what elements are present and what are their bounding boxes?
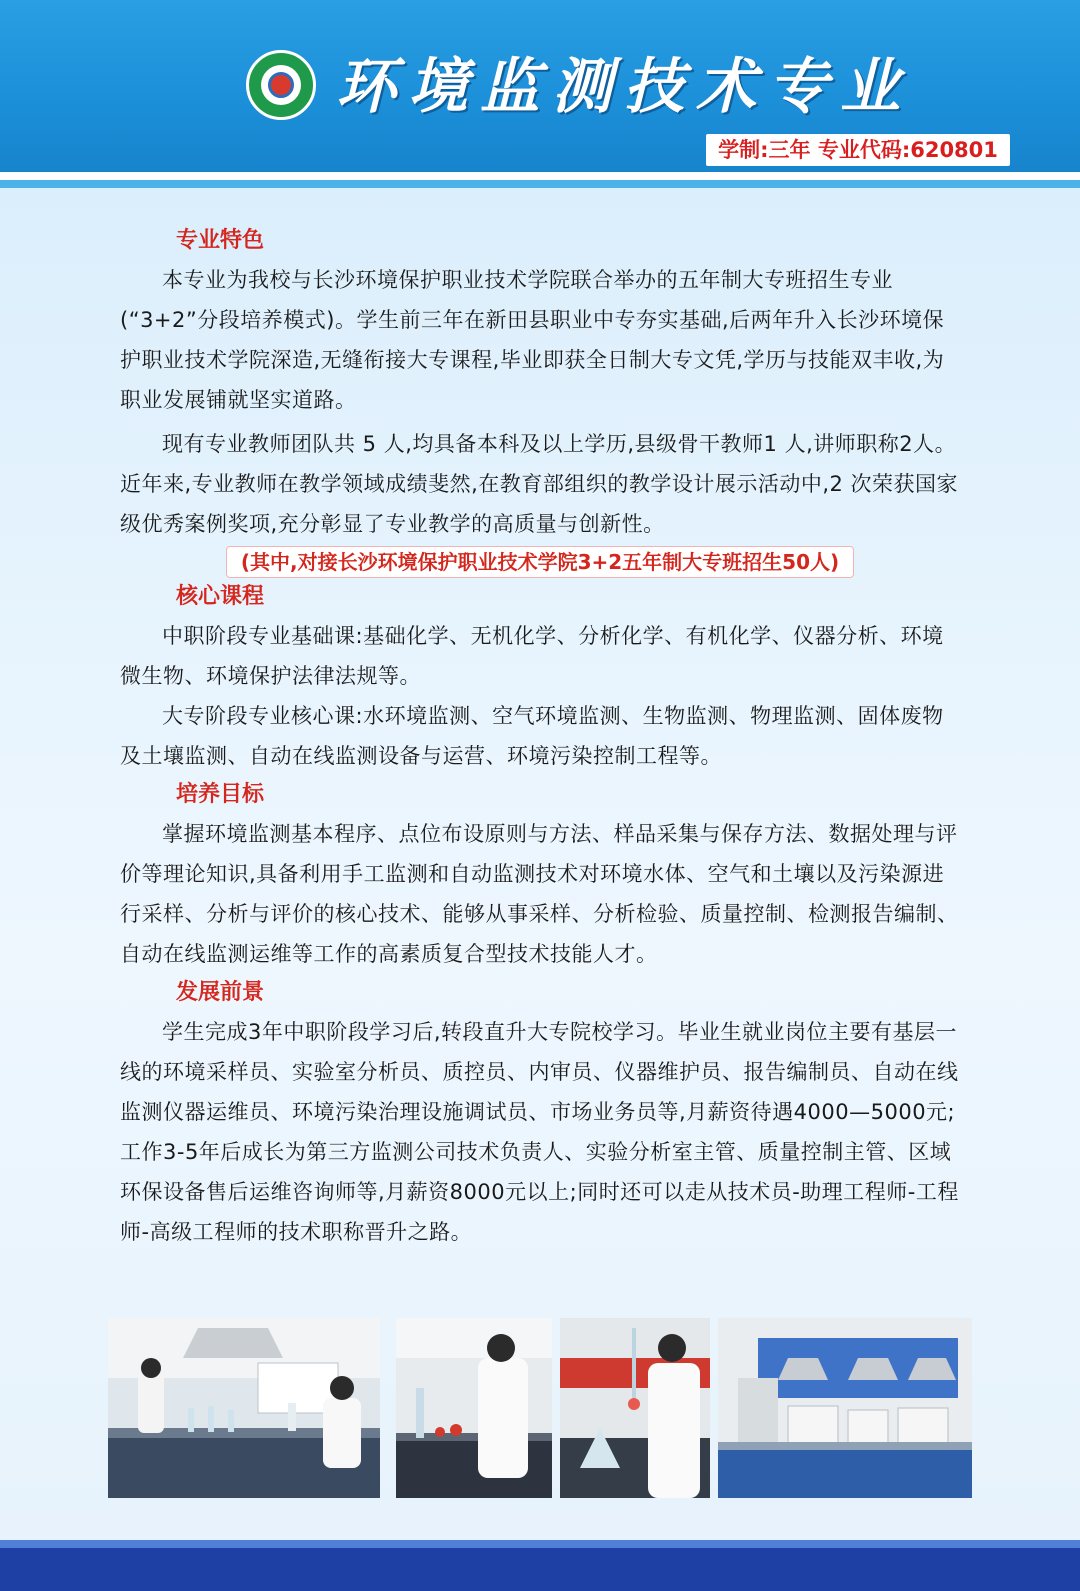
main-content	[120, 222, 960, 1252]
header-divider-accent	[0, 180, 1080, 188]
features-paragraph-2: 现有专业教师团队共 5 人,均具备本科及以上学历,县级骨干教师1 人,讲师职称2人。近年来,专业教师在教学领域成绩斐然,在教育部组织的教学设计展示活动中,2 次荣获国家级优秀案例奖项,充分彰显了专业教学的高质量与创新性。	[120, 432, 959, 536]
enrollment-highlight: (其中,对接长沙环境保护职业技术学院3+2五年制大专班招生50人)	[226, 546, 854, 578]
page-title: 环境监测技术专业	[336, 52, 912, 122]
section-title-core-courses: 核心课程	[176, 584, 265, 609]
section-title-training-goals: 培养目标	[176, 782, 265, 807]
section-title-prospects: 发展前景	[176, 980, 265, 1005]
footer-bar	[0, 1548, 1080, 1591]
lab-photo-3	[560, 1318, 710, 1498]
features-paragraph-1: 本专业为我校与长沙环境保护职业技术学院联合举办的五年制大专班招生专业(“3+2”分段培养模式)。学生前三年在新田县职业中专夯实基础,后两年升入长沙环境保护职业技术学院深造,无缝衔接大专课程,毕业即获全日制大专文凭,学历与技能双丰收,为职业发展铺就坚实道路。	[120, 268, 945, 412]
lab-photo-2	[396, 1318, 552, 1498]
lab-photo-1	[108, 1318, 380, 1498]
school-emblem-icon	[246, 50, 316, 120]
header-divider	[0, 172, 1080, 180]
footer-divider	[0, 1540, 1080, 1548]
photo-strip	[108, 1318, 972, 1498]
program-meta: 学制:三年 专业代码:620801	[706, 134, 1010, 166]
core-courses-paragraph-1: 中职阶段专业基础课:基础化学、无机化学、分析化学、有机化学、仪器分析、环境微生物、环境保护法律法规等。	[120, 624, 944, 688]
lab-photo-4	[718, 1318, 972, 1498]
core-courses-paragraph-2: 大专阶段专业核心课:水环境监测、空气环境监测、生物监测、物理监测、固体废物及土壤监测、自动在线监测设备与运营、环境污染控制工程等。	[120, 704, 944, 768]
training-goals-paragraph: 掌握环境监测基本程序、点位布设原则与方法、样品采集与保存方法、数据处理与评价等理论知识,具备利用手工监测和自动监测技术对环境水体、空气和土壤以及污染源进行采样、分析与评价的核心技术、能够从事采样、分析检验、质量控制、检测报告编制、自动在线监测运维等工作的高素质复合型技术技能人才。	[120, 822, 959, 966]
prospects-paragraph: 学生完成3年中职阶段学习后,转段直升大专院校学习。毕业生就业岗位主要有基层一线的环境采样员、实验室分析员、质控员、内审员、仪器维护员、报告编制员、自动在线监测仪器运维员、环境污染治理设施调试员、市场业务员等,月薪资待遇4000—5000元;工作3-5年后成长为第三方监测公司技术负责人、实验分析室主管、质量控制主管、区域环保设备售后运维咨询师等,月薪资8000元以上;同时还可以走从技术员-助理工程师-工程师-高级工程师的技术职称晋升之路。	[120, 1020, 959, 1244]
section-title-features: 专业特色	[176, 228, 265, 253]
